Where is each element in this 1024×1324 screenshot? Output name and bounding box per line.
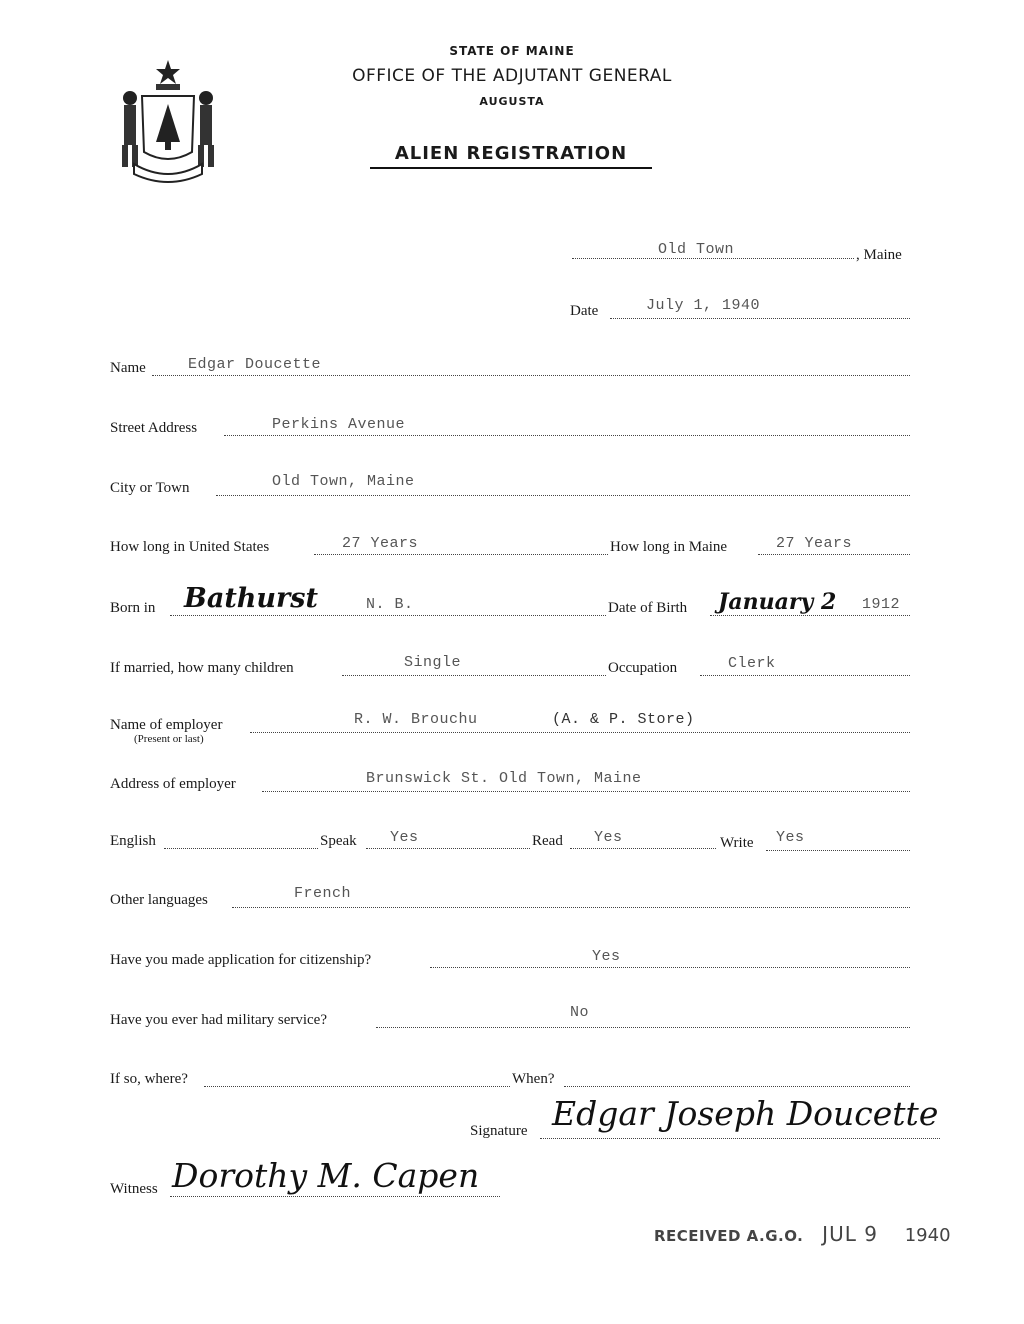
english-line — [164, 848, 318, 849]
citizenship-line — [430, 967, 910, 968]
employer-addr-line — [262, 791, 910, 792]
employer-name-value: R. W. Brouchu — [354, 711, 478, 728]
speak-label: Speak — [320, 833, 357, 849]
married-value: Single — [404, 654, 462, 671]
occupation-label: Occupation — [608, 660, 678, 676]
other-lang-label: Other languages — [110, 892, 208, 908]
header-state: STATE OF MAINE — [449, 44, 575, 58]
when-line — [564, 1086, 910, 1087]
signature-handwritten: Edgar Joseph Doucette — [552, 1094, 939, 1133]
write-value: Yes — [776, 829, 805, 846]
header-city: AUGUSTA — [479, 95, 545, 108]
married-label: If married, how many children — [110, 660, 294, 676]
military-label: Have you ever had military service? — [110, 1012, 327, 1028]
maine-label: , Maine — [856, 247, 902, 263]
other-lang-line — [232, 907, 910, 908]
signature-line — [540, 1138, 940, 1139]
maine-seal-icon — [112, 56, 224, 188]
born-in-typed: N. B. — [366, 596, 414, 613]
name-value: Edgar Doucette — [188, 356, 322, 373]
employer-name-line — [250, 732, 910, 733]
dob-label: Date of Birth — [608, 600, 688, 616]
form-title — [370, 143, 652, 169]
stamp-date: JUL 9 — [822, 1222, 878, 1246]
write-label: Write — [720, 835, 754, 851]
military-value: No — [570, 1004, 590, 1021]
how-long-us-label: How long in United States — [110, 539, 270, 555]
how-long-us-line — [314, 554, 608, 555]
date-label: Date — [570, 303, 599, 319]
how-long-me-line — [758, 554, 910, 555]
born-in-line — [170, 615, 606, 616]
street-line — [224, 435, 910, 436]
read-value: Yes — [594, 829, 623, 846]
read-label: Read — [532, 833, 563, 849]
citizenship-label: Have you made application for citizenship? — [110, 952, 372, 968]
where-line — [204, 1086, 510, 1087]
witness-line — [170, 1196, 500, 1197]
english-label: English — [110, 833, 156, 849]
dob-handwritten: January 2 — [718, 589, 837, 615]
occupation-line — [700, 675, 910, 676]
witness-handwritten: Dorothy M. Capen — [172, 1156, 480, 1195]
military-line — [376, 1027, 910, 1028]
town-value: Old Town — [658, 241, 735, 258]
employer-addr-label: Address of employer — [110, 776, 236, 792]
employer-store-value: (A. & P. Store) — [552, 711, 695, 728]
born-in-handwritten: Bathurst — [184, 583, 318, 614]
date-line — [610, 318, 910, 319]
name-label: Name — [110, 360, 146, 376]
married-line — [342, 675, 606, 676]
date-value: July 1, 1940 — [646, 297, 761, 314]
witness-label: Witness — [110, 1181, 158, 1197]
form-title-text: ALIEN REGISTRATION — [394, 143, 628, 164]
stamp-year: 1940 — [904, 1225, 951, 1246]
employer-name-label: Name of employer — [110, 717, 223, 733]
name-line — [152, 375, 910, 376]
city-label: City or Town — [110, 480, 190, 496]
occupation-value: Clerk — [728, 655, 776, 672]
dob-line — [710, 615, 910, 616]
city-line — [216, 495, 910, 496]
other-lang-value: French — [294, 885, 352, 902]
stamp-text: RECEIVED A.G.O. — [654, 1227, 804, 1245]
dob-year: 1912 — [862, 596, 901, 613]
employer-addr-value: Brunswick St. Old Town, Maine — [366, 770, 642, 787]
how-long-me-value: 27 Years — [776, 535, 853, 552]
header-office: OFFICE OF THE ADJUTANT GENERAL — [352, 66, 672, 86]
employer-sub-label: (Present or last) — [134, 733, 204, 745]
born-in-label: Born in — [110, 600, 156, 616]
city-value: Old Town, Maine — [272, 473, 415, 490]
citizenship-value: Yes — [592, 948, 621, 965]
how-long-me-label: How long in Maine — [610, 539, 728, 555]
state-seal — [112, 56, 224, 188]
how-long-us-value: 27 Years — [342, 535, 419, 552]
speak-value: Yes — [390, 829, 419, 846]
when-label: When? — [512, 1071, 555, 1087]
received-stamp — [654, 1222, 951, 1246]
speak-line — [366, 848, 530, 849]
write-line — [766, 850, 910, 851]
street-value: Perkins Avenue — [272, 416, 406, 433]
street-label: Street Address — [110, 420, 198, 436]
where-label: If so, where? — [110, 1071, 188, 1087]
town-line — [572, 258, 854, 259]
signature-label: Signature — [470, 1123, 528, 1139]
read-line — [570, 848, 716, 849]
